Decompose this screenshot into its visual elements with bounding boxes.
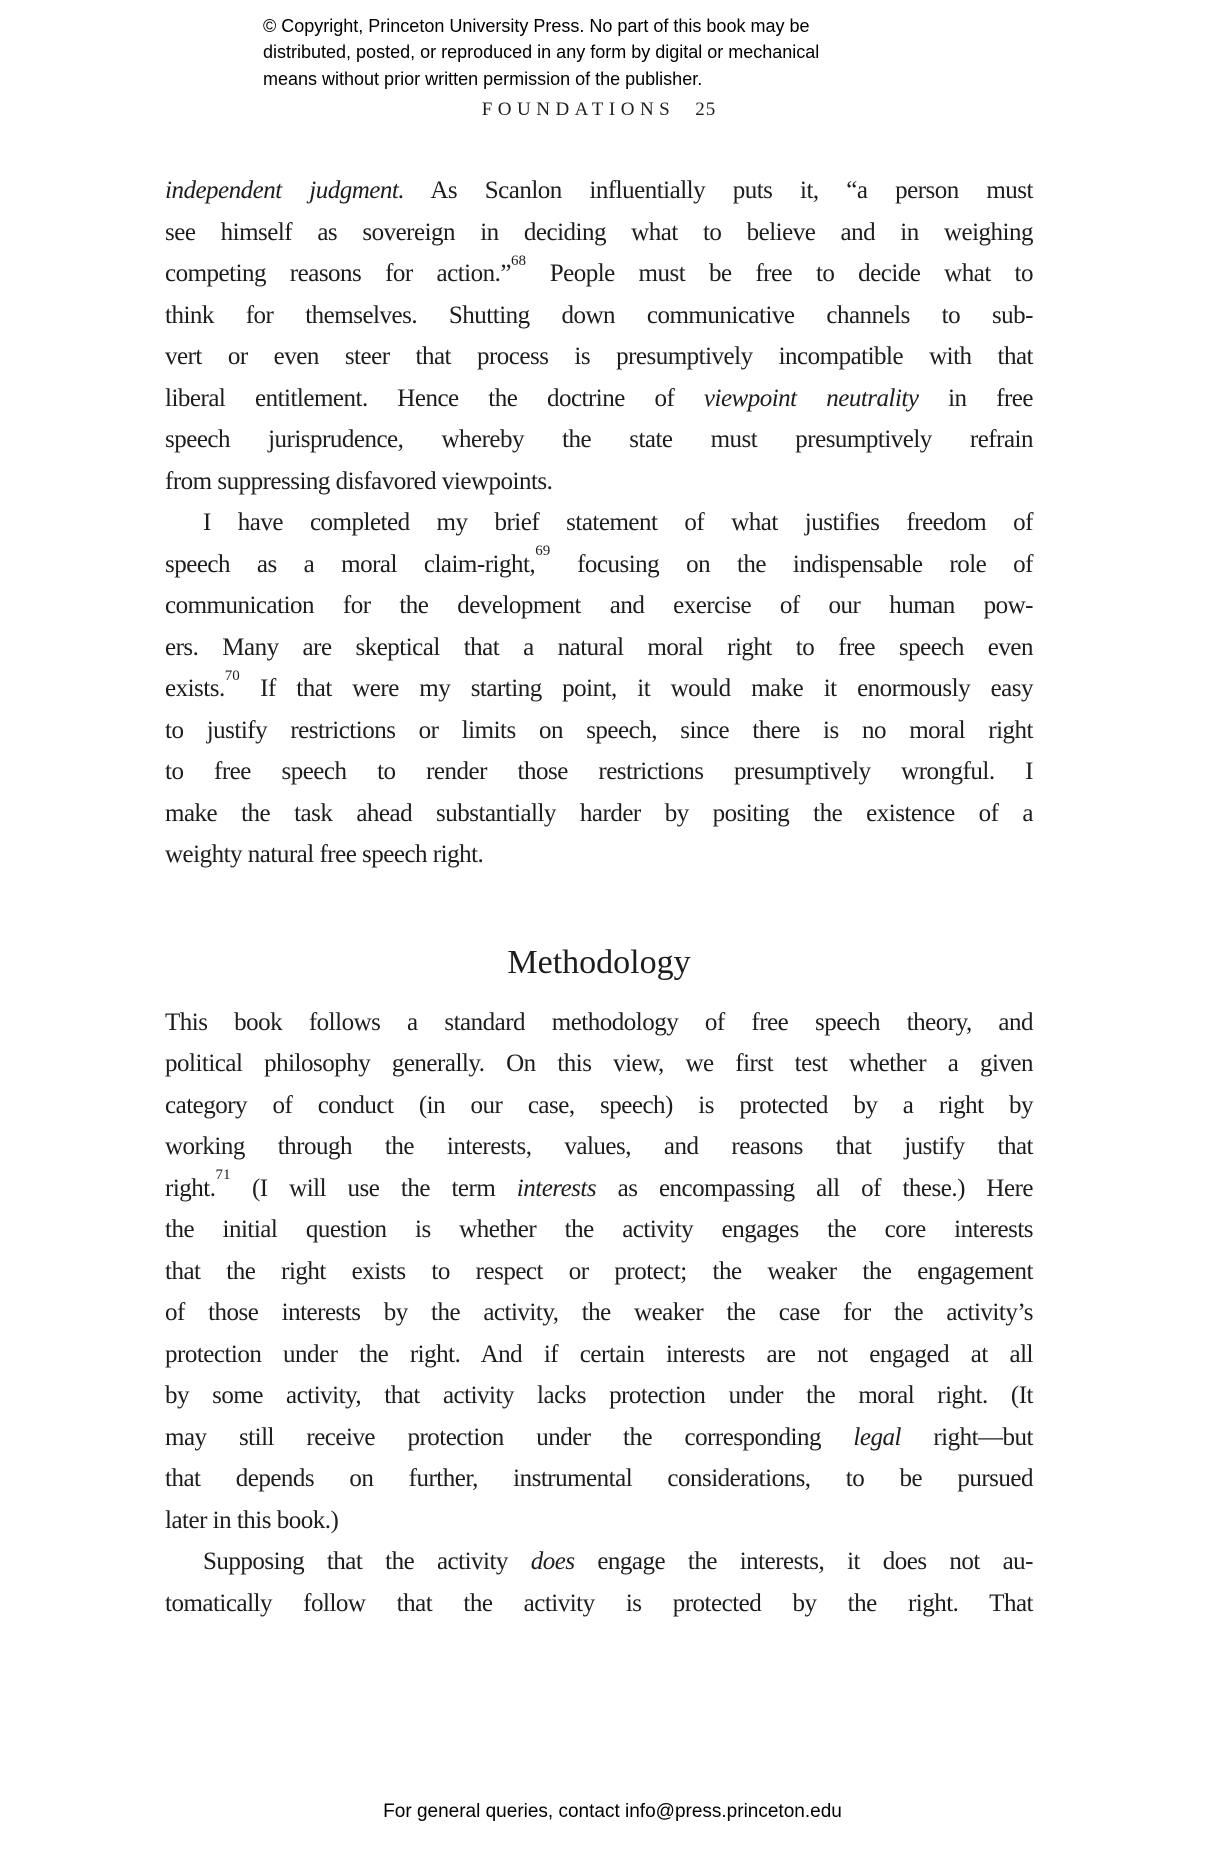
text-line	[165, 461, 1033, 503]
text-segment: that depends on further, instrumental considerations, to be pursued	[165, 1465, 1033, 1492]
text-segment: focusing on the indispensable role of	[550, 550, 1034, 578]
copyright-line: distributed, posted, or reproduced in any form by digital or mechanical	[263, 42, 820, 63]
text-segment: If that were my starting point, it would make it enormously easy	[239, 675, 1033, 702]
text-line	[165, 1541, 1033, 1583]
italic-text: interests	[516, 1174, 597, 1202]
text-segment: in free	[918, 384, 1033, 412]
text-segment: exists.	[165, 675, 225, 702]
text-segment: vert or even steer that process is presumptively incompatible with that	[165, 343, 1033, 370]
text-line	[165, 1085, 1033, 1127]
text-line	[165, 336, 1033, 378]
text-line	[165, 544, 1033, 586]
text-line	[165, 834, 1033, 876]
text-line	[165, 1334, 1033, 1376]
text-segment: that the right exists to respect or protect; the weaker the engagement	[165, 1257, 1033, 1285]
text-segment: Supposing that the activity	[203, 1548, 531, 1575]
text-segment: of those interests by the activity, the weaker the case for the activity’s	[165, 1299, 1033, 1326]
text-line	[165, 793, 1033, 835]
italic-text: independent judgment.	[165, 177, 405, 204]
text-segment: think for themselves. Shutting down communicative channels to sub-	[165, 301, 1033, 329]
text-segment: as encompassing all of these.) Here	[596, 1174, 1033, 1202]
text-line	[165, 1209, 1033, 1251]
paragraph	[165, 502, 1033, 876]
footnote-ref: 71	[215, 1167, 231, 1184]
italic-text: viewpoint neutrality	[703, 384, 919, 412]
text-segment: the initial question is whether the activity engages the core interests	[165, 1216, 1033, 1243]
text-line	[165, 170, 1033, 212]
running-head-title: FOUNDATIONS	[481, 99, 676, 120]
text-segment: later in this book.)	[165, 1506, 339, 1534]
text-segment: ers. Many are skeptical that a natural moral right to free speech even	[165, 633, 1033, 661]
text-segment: engage the interests, it does not au-	[574, 1548, 1033, 1575]
text-segment: competing reasons for action.”	[165, 260, 511, 287]
text-line	[165, 212, 1033, 254]
footnote-ref: 69	[535, 543, 551, 560]
footnote-ref: 70	[224, 667, 240, 684]
text-line	[165, 1002, 1033, 1044]
text-segment: This book follows a standard methodology of free speech theory, and	[165, 1008, 1033, 1036]
footer-contact: For general queries, contact info@press.princeton.edu	[383, 1801, 842, 1822]
text-line	[165, 1292, 1033, 1334]
text-segment: category of conduct (in our case, speech) is protected by a right by	[165, 1091, 1033, 1119]
text-line	[165, 1500, 1033, 1542]
text-line	[165, 1251, 1033, 1293]
paragraph	[165, 1002, 1033, 1542]
text-segment: weighty natural free speech right.	[165, 841, 484, 868]
text-segment: see himself as sovereign in deciding what to believe and in weighing	[165, 218, 1033, 246]
text-segment: right.	[165, 1174, 216, 1202]
text-segment: People must be free to decide what to	[525, 260, 1033, 287]
text-segment: may still receive protection under the corresponding	[165, 1423, 854, 1451]
text-line	[165, 710, 1033, 752]
italic-text: does	[530, 1548, 575, 1575]
text-line	[165, 1375, 1033, 1417]
copyright-line: means without prior written permission of the publisher.	[263, 68, 703, 89]
text-segment: I have completed my brief statement of what justifies freedom of	[203, 509, 1033, 536]
text-line	[165, 1168, 1033, 1210]
text-line	[165, 1126, 1033, 1168]
text-line	[165, 668, 1033, 710]
text-segment: tomatically follow that the activity is protected by the right. That	[165, 1589, 1033, 1617]
text-line	[165, 502, 1033, 544]
text-line	[165, 1458, 1033, 1500]
text-line	[165, 1043, 1033, 1085]
text-line	[165, 419, 1033, 461]
paragraph	[165, 170, 1033, 502]
text-line	[165, 585, 1033, 627]
text-line	[165, 1583, 1033, 1625]
text-segment: working through the interests, values, and reasons that justify that	[165, 1133, 1033, 1160]
text-line	[165, 751, 1033, 793]
text-segment: liberal entitlement. Hence the doctrine of	[165, 384, 704, 412]
text-line	[165, 627, 1033, 669]
body-text	[165, 170, 1033, 1624]
copyright-notice	[263, 13, 819, 92]
copyright-line: © Copyright, Princeton University Press. No part of this book may be	[263, 16, 810, 36]
text-segment: speech jurisprudence, whereby the state must presumptively refrain	[165, 426, 1033, 453]
footnote-ref: 68	[510, 252, 526, 269]
text-line	[165, 378, 1033, 420]
italic-text: legal	[853, 1423, 901, 1451]
text-segment: to justify restrictions or limits on speech, since there is no moral right	[165, 716, 1033, 744]
text-segment: (I will use the term	[230, 1174, 517, 1202]
text-segment: As Scanlon influentially puts it, “a person must	[404, 177, 1033, 204]
text-line	[165, 253, 1033, 295]
text-segment: from suppressing disfavored viewpoints.	[165, 467, 553, 495]
text-segment: communication for the development and exercise of our human pow-	[165, 592, 1033, 619]
text-line	[165, 295, 1033, 337]
text-segment: speech as a moral claim-right,	[165, 550, 536, 578]
text-segment: make the task ahead substantially harder by positing the existence of a	[165, 799, 1033, 827]
section-heading: Methodology	[507, 943, 691, 981]
paragraph	[165, 1541, 1033, 1624]
running-head	[165, 99, 1033, 121]
text-segment: protection under the right. And if certain interests are not engaged at all	[165, 1340, 1033, 1368]
text-segment: to free speech to render those restrictions presumptively wrongful. I	[165, 758, 1033, 785]
text-segment: right—but	[900, 1423, 1033, 1451]
text-segment: political philosophy generally. On this view, we first test whether a given	[165, 1050, 1033, 1077]
text-line	[165, 1417, 1033, 1459]
text-segment: by some activity, that activity lacks protection under the moral right. (It	[165, 1382, 1033, 1409]
page-number: 25	[695, 99, 717, 120]
